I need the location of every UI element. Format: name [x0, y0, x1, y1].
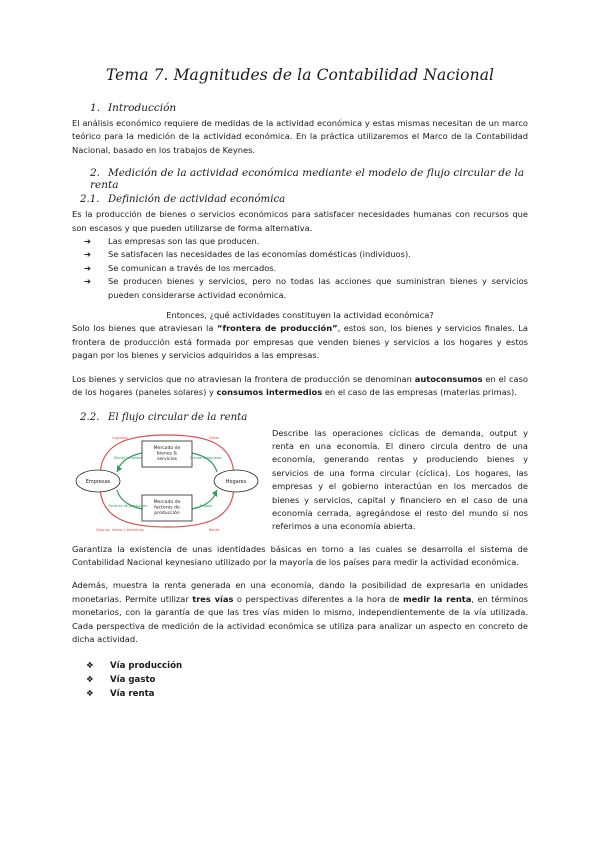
- consumos-intermedios-term: consumos intermedios: [216, 387, 323, 398]
- section-2-number: 2.: [90, 167, 101, 180]
- list-item: ➔ Se producen bienes y servicios, pero no todas las acciones que suministran bienes y servicios pueden considerarse actividad económica.: [84, 276, 528, 300]
- section-2-1-number: 2.1.: [80, 194, 100, 206]
- flow-label-bienes-vendidos: Bienes vendidos: [114, 455, 142, 460]
- section-2-2-heading: [80, 412, 528, 423]
- tres-vias-term: tres vías: [192, 593, 234, 604]
- diamond-bullet-icon: ❖: [86, 674, 94, 685]
- households-label: Hogares: [225, 478, 247, 485]
- frontier-term: “frontera de producción”: [217, 323, 338, 334]
- flow-label-trabajo: Trabajo: [199, 503, 213, 508]
- flow-label-factores: Factores de producción: [108, 503, 148, 508]
- list-item: ❖ Vía gasto: [86, 674, 528, 688]
- arrow-icon: ➔: [84, 249, 91, 260]
- diamond-bullet-icon: ❖: [86, 661, 94, 672]
- flow-label-salarios: Salarios, rentas y beneficios: [96, 527, 144, 532]
- list-item: ➔ Se satisfacen las necesidades de las economías domésticas (individuos).: [84, 248, 528, 261]
- flow-label-gasto: Gasto: [208, 435, 220, 440]
- document-page: [72, 66, 528, 701]
- arrow-icon: ➔: [84, 262, 91, 273]
- autoconsumo-paragraph: Los bienes y servicios que no atraviesan la frontera de producción se denominan autoconsumos en el caso de los hogares (paneles solares) y consumos intermedios en el caso de las empresas (materias primas).: [72, 373, 528, 398]
- firms-label: Empresas: [85, 478, 111, 485]
- figure-row: [72, 427, 528, 535]
- factor-market-label: Mercado de factores de producción: [153, 499, 181, 516]
- vias-list: [86, 660, 528, 701]
- flow-label-bienes-comprados: Bienes comprados: [190, 455, 222, 460]
- renta-paragraph: Además, muestra la renta generada en una economía, dando la posibilidad de expresarla en unidades monetarias. Permite utilizar tres vías o perspectivas diferentes a la hora de medir la renta, en términos monetarios, con la garantía de que las tres vías miden lo mismo, independientemente de la vía utilizada. Cada perspectiva de medición de la actividad económica se utiliza para analizar un aspecto en concreto de dicha actividad.: [72, 580, 528, 644]
- diamond-bullet-icon: ❖: [86, 688, 94, 699]
- figure-paragraph: Describe las operaciones cíclicas de demanda, output y renta en una economía. El dinero circula dentro de una economía, generando rentas y produciendo bienes y servicios de una forma circular (cíclica). Los hogares, las empresas y el gobierno interactúan en los mercados de bienes y servicios, capital y financiero en el caso de una economía cerrada, agregándose el resto del mundo si nos referimos a una economía abierta.: [272, 427, 528, 532]
- flow-label-renta: Renta: [208, 527, 220, 532]
- section-2-title: Medición de la actividad económica mediante el modelo de flujo circular de la renta: [90, 167, 525, 192]
- section-2-2-title: El flujo circular de la renta: [108, 411, 248, 423]
- medir-renta-term: medir la renta: [403, 593, 472, 604]
- question-line: Entonces, ¿qué actividades constituyen la actividad económica?: [166, 310, 434, 321]
- autoconsumos-term: autoconsumos: [414, 373, 483, 384]
- identities-paragraph: Garantiza la existencia de unas identidades básicas en torno a las cuales se desarrolla el sistema de Contabilidad Nacional keynesiano utilizado por la mayoría de los países para medir la actividad económica.: [72, 543, 528, 567]
- figure-text: [272, 427, 528, 535]
- list-item: ➔ Se comunican a través de los mercados.: [84, 262, 528, 275]
- flow-label-ingresos: Ingresos: [112, 435, 128, 440]
- bullet-list: [84, 235, 528, 302]
- goods-market-label: Mercado de bienes & servicios: [153, 445, 181, 462]
- frontier-paragraph: Solo los bienes que atraviesan la “frontera de producción”, estos son, los bienes y servicios finales. La frontera de producción está formada por empresas que venden bienes y servicios a los hogares y estos pagan por los bienes y servicios adquiridos a las empresas.: [72, 323, 528, 361]
- section-2-1-heading: [80, 194, 528, 205]
- document-title: Tema 7. Magnitudes de la Contabilidad Nacional: [105, 66, 495, 84]
- list-item: ❖ Vía producción: [86, 660, 528, 674]
- list-item: ➔ Las empresas son las que producen.: [84, 235, 528, 248]
- arrow-icon: ➔: [84, 276, 91, 287]
- arrow-icon: ➔: [84, 236, 91, 247]
- section-2-2-number: 2.2.: [80, 411, 100, 423]
- section-1-title: Introducción: [108, 102, 177, 114]
- section-2-1-title: Definición de actividad económica: [108, 194, 286, 206]
- section-2-1-paragraph: Es la producción de bienes o servicios económicos para satisfacer necesidades humanas con recursos que son escasos y que pueden utilizarse de forma alternativa.: [72, 209, 528, 233]
- section-1-paragraph: El análisis económico requiere de medidas de la actividad económica y estas mismas necesitan de un marco teórico para la medición de la actividad económica. En la práctica utilizaremos el Marco de la Contabilidad Nacional, basado en los trabajos de Keynes.: [72, 118, 528, 155]
- circular-flow-diagram: [72, 427, 262, 535]
- section-2-heading: [90, 167, 528, 191]
- list-item: ❖ Vía renta: [86, 688, 528, 702]
- section-1-heading: [90, 102, 528, 114]
- section-1-number: 1.: [90, 102, 101, 114]
